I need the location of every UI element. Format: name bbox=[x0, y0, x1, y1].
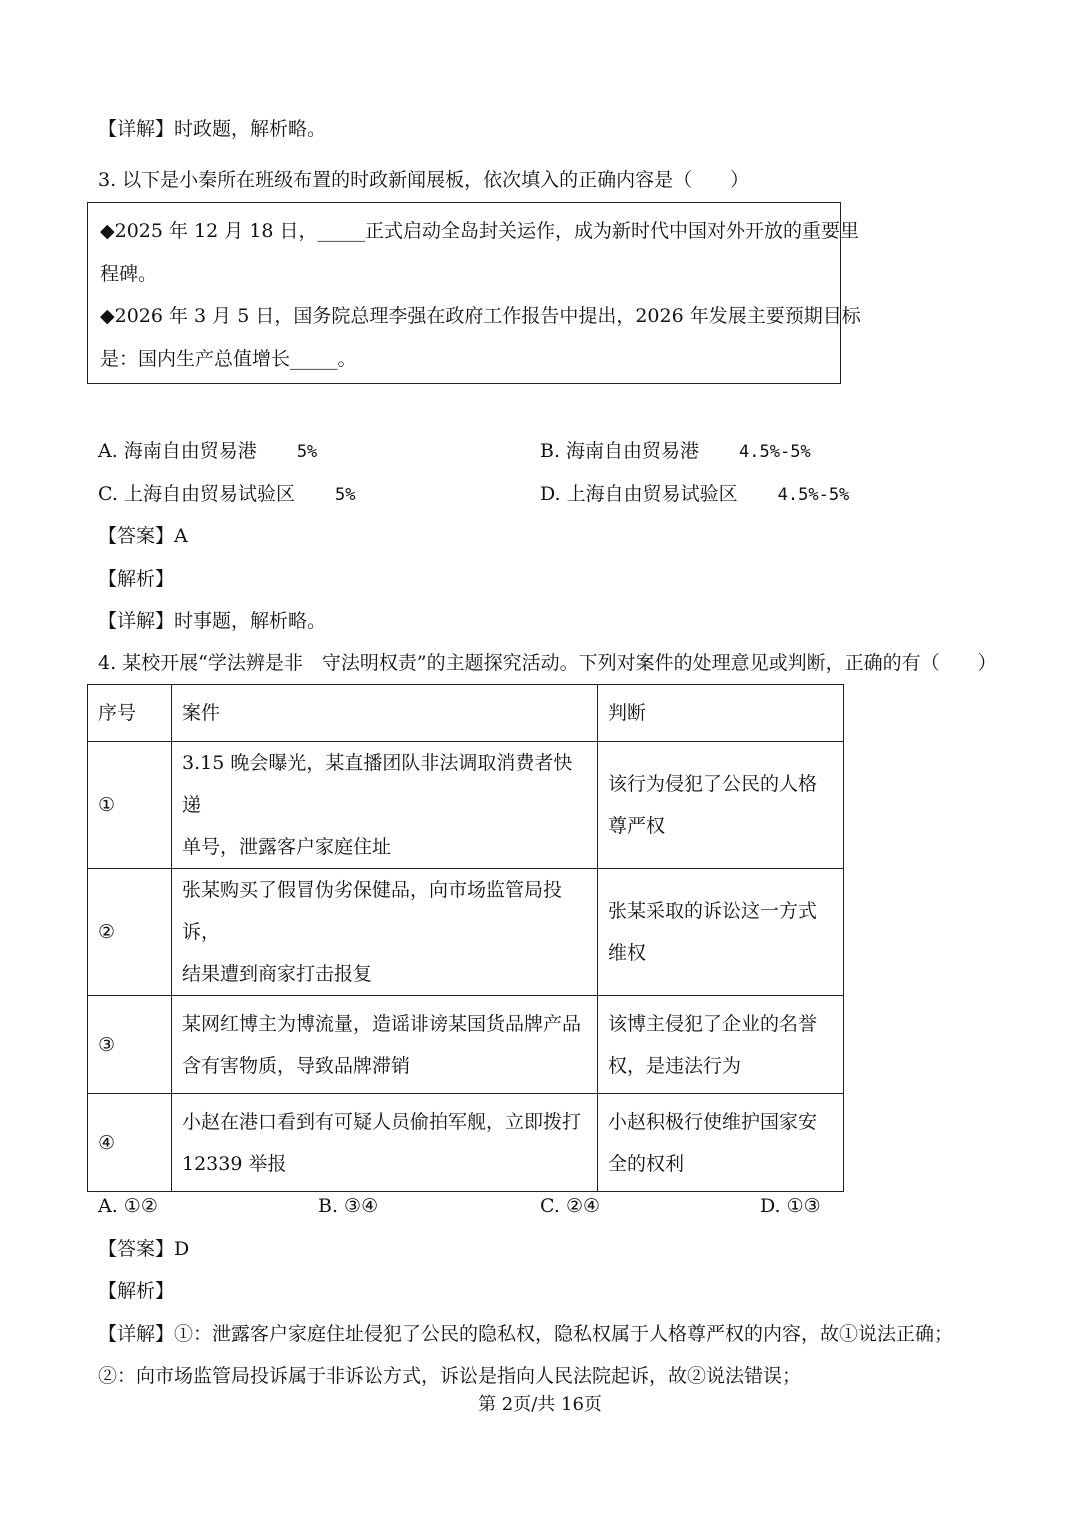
row-case bbox=[172, 869, 598, 996]
option-value: 4.5%-5% bbox=[739, 442, 811, 462]
cases-table bbox=[87, 684, 844, 1192]
table-row bbox=[88, 996, 844, 1094]
board-line: ◆2025 年 12 月 18 日，_____正式启动全岛封关运作，成为新时代中国对外开放的重要里 bbox=[100, 220, 860, 242]
q4-analysis: 【解析】 bbox=[98, 1280, 175, 1302]
board-line: ◆2026 年 3 月 5 日，国务院总理李强在政府工作报告中提出，2026 年发展主要预期目标 bbox=[100, 305, 861, 327]
q3-option-d[interactable] bbox=[540, 481, 849, 508]
row-no: ④ bbox=[88, 1094, 172, 1192]
table-row bbox=[88, 1094, 844, 1192]
case-line: 某网红博主为博流量，造谣诽谤某国货品牌产品 bbox=[182, 1012, 582, 1035]
judge-line: 全的权利 bbox=[608, 1152, 685, 1175]
judge-line: 张某采取的诉讼这一方式 bbox=[608, 900, 818, 922]
case-line: 张某购买了假冒伪劣保健品，向市场监管局投诉， bbox=[182, 879, 563, 943]
row-no: ③ bbox=[88, 996, 172, 1094]
option-label: A. 海南自由贸易港 bbox=[98, 440, 257, 462]
judge-line: 小赵积极行使维护国家安 bbox=[608, 1110, 818, 1133]
row-judge bbox=[598, 742, 844, 869]
q4-stem: 4. 某校开展“学法辨是非 守法明权责”的主题探究活动。下列对案件的处理意见或判断，正确的有（ ） bbox=[98, 652, 997, 674]
top-detail: 【详解】时政题，解析略。 bbox=[98, 118, 327, 140]
q3-option-a[interactable] bbox=[98, 438, 317, 465]
q4-option-b[interactable]: B. ③④ bbox=[318, 1195, 379, 1217]
option-label: D. 上海自由贸易试验区 bbox=[540, 483, 738, 505]
row-no: ① bbox=[88, 742, 172, 869]
q4-option-d[interactable]: D. ①③ bbox=[760, 1195, 821, 1217]
judge-line: 权，是违法行为 bbox=[608, 1054, 742, 1077]
row-judge bbox=[598, 1094, 844, 1192]
option-value: 5% bbox=[334, 485, 356, 505]
judge-line: 维权 bbox=[608, 942, 647, 964]
case-line: 含有害物质，导致品牌滞销 bbox=[182, 1054, 411, 1077]
row-judge bbox=[598, 869, 844, 996]
q3-answer: 【答案】A bbox=[98, 525, 188, 547]
q4-option-a[interactable]: A. ①② bbox=[98, 1195, 158, 1217]
q3-option-b[interactable] bbox=[540, 438, 811, 465]
case-line: 3.15 晚会曝光，某直播团队非法调取消费者快递 bbox=[182, 752, 573, 816]
q3-option-c[interactable] bbox=[98, 481, 355, 508]
board-line: 程碑。 bbox=[100, 263, 158, 285]
judge-line: 该博主侵犯了企业的名誉 bbox=[608, 1012, 818, 1035]
case-line: 结果遭到商家打击报复 bbox=[182, 963, 373, 985]
news-board bbox=[87, 202, 861, 384]
page-footer: 第 2页/共 16页 bbox=[478, 1394, 602, 1415]
header-case: 案件 bbox=[172, 685, 598, 742]
table-row bbox=[88, 742, 844, 869]
q3-detail: 【详解】时事题，解析略。 bbox=[98, 610, 327, 632]
q4-detail-line: ②：向市场监管局投诉属于非诉讼方式，诉讼是指向人民法院起诉，故②说法错误； bbox=[98, 1365, 802, 1387]
case-line: 小赵在港口看到有可疑人员偷拍军舰，立即拨打 bbox=[182, 1110, 582, 1133]
case-line: 12339 举报 bbox=[182, 1152, 287, 1175]
row-case bbox=[172, 1094, 598, 1192]
case-line: 单号，泄露客户家庭住址 bbox=[182, 836, 392, 858]
table-header-row bbox=[88, 685, 844, 742]
option-value: 4.5%-5% bbox=[777, 485, 850, 505]
row-judge bbox=[598, 996, 844, 1094]
header-judge: 判断 bbox=[598, 685, 844, 742]
q4-answer: 【答案】D bbox=[98, 1238, 190, 1260]
judge-line: 尊严权 bbox=[608, 815, 666, 837]
option-label: B. 海南自由贸易港 bbox=[540, 440, 700, 462]
option-label: C. 上海自由贸易试验区 bbox=[98, 483, 295, 505]
row-case bbox=[172, 742, 598, 869]
q4-detail-line: 【详解】①：泄露客户家庭住址侵犯了公民的隐私权，隐私权属于人格尊严权的内容，故①说法正确； bbox=[98, 1323, 954, 1345]
q3-analysis: 【解析】 bbox=[98, 568, 175, 590]
board-line: 是：国内生产总值增长_____。 bbox=[100, 348, 357, 370]
judge-line: 该行为侵犯了公民的人格 bbox=[608, 773, 818, 795]
row-case bbox=[172, 996, 598, 1094]
row-no: ② bbox=[88, 869, 172, 996]
q4-option-c[interactable]: C. ②④ bbox=[540, 1195, 601, 1217]
header-no: 序号 bbox=[88, 685, 172, 742]
table-row bbox=[88, 869, 844, 996]
option-value: 5% bbox=[296, 442, 318, 462]
q3-stem: 3. 以下是小秦所在班级布置的时政新闻展板，依次填入的正确内容是（ ） bbox=[98, 169, 750, 191]
